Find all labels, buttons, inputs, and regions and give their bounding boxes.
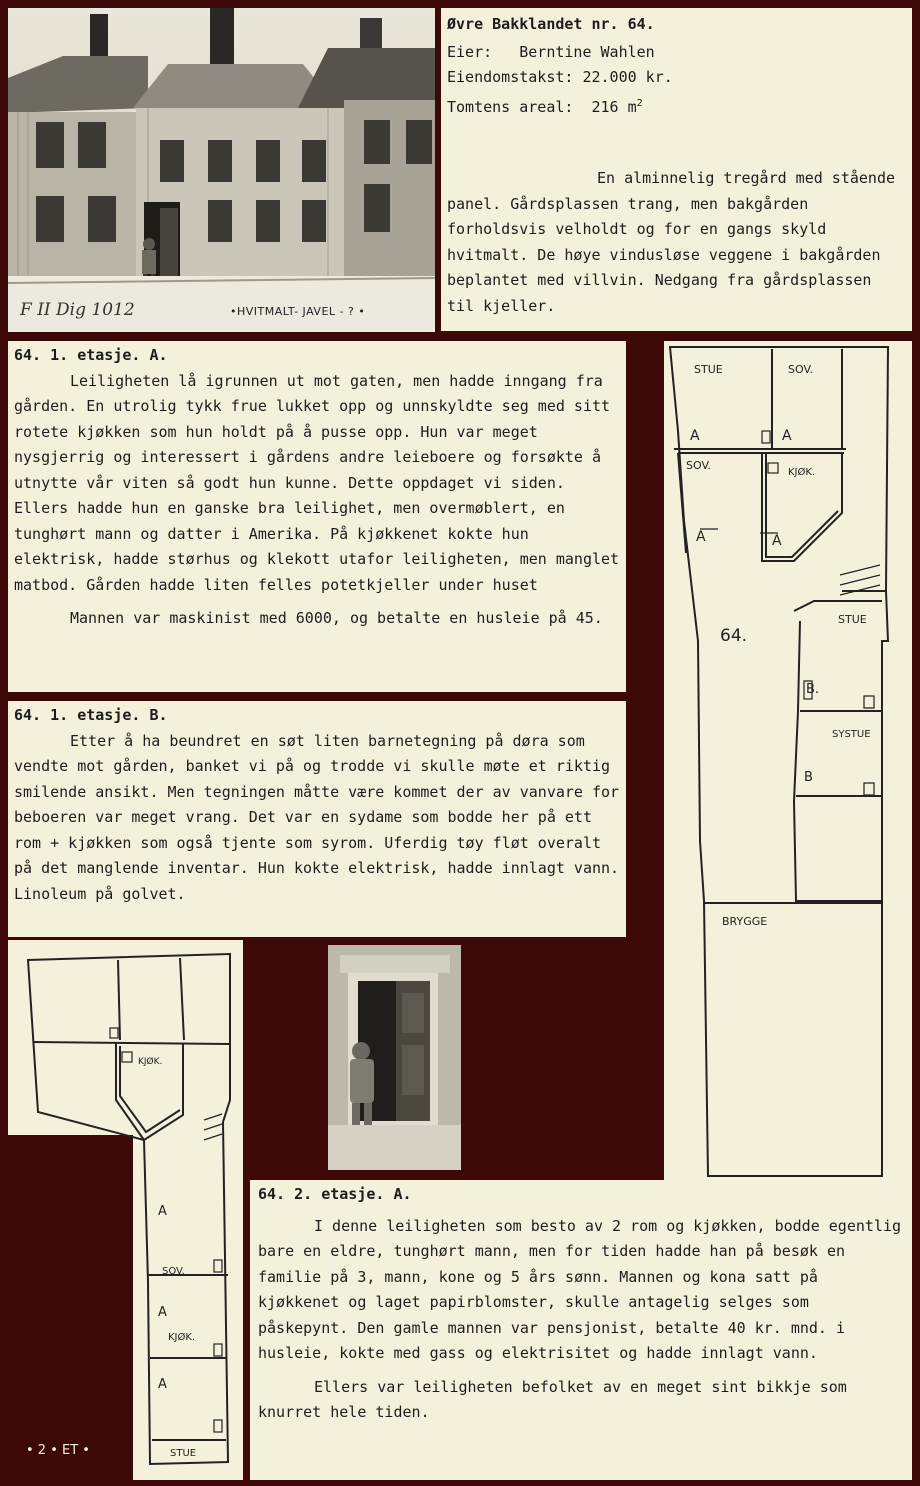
valuation-value: 22.000 kr. [582, 68, 673, 86]
area-value: 216 m [591, 97, 637, 116]
note-2a-body-2: Ellers var leiligheten befolket av en meget sint bikkje som knurret hele tiden. [258, 1377, 847, 1421]
valuation-line [447, 65, 906, 91]
area-unit-superscript: 2 [636, 97, 643, 109]
plan1-label-brygge: BRYGGE [722, 915, 768, 928]
note-1st-floor-b [8, 701, 626, 937]
note-1st-floor-a [8, 341, 626, 692]
archive-caption: F II Dig 1012 [20, 300, 135, 320]
plan1-label-b-2: B [804, 770, 813, 785]
photo-caption: •HVITMALT- JAVEL - ? • [230, 305, 366, 318]
doorway-photo-drawing [328, 945, 461, 1170]
plan1-label-a-4: A [772, 533, 782, 549]
property-header-card [441, 8, 912, 331]
plan1-label-systue: SYSTUE [832, 729, 871, 740]
note-2a-body: I denne leiligheten som besto av 2 rom og kjøkken, bodde egentlig bare en eldre, tunghørt mann, men for tiden hadde han på besøk en familie på 3, mann, kone og 5 års sønn. Mannen og kona satt på kjøkkenet og laget papirblomster, skulle antagelig selges som påskepynt. Den gamle mannen var pensjonist, betalte 40 kr. mnd. i husleie, kokte med gass og elektrisitet og hadde innlagt vann. [258, 1216, 901, 1362]
street-photo [8, 8, 435, 332]
floor-plan-ground [664, 341, 912, 1180]
floor-plan-ground-drawing [664, 341, 912, 1180]
note-1a-body: Leiligheten lå igrunnen ut mot gaten, men hadde inngang fra gården. En utrolig tykk frue lukket opp og unnskyldte seg med sitt rotete kjøkken som hun holdt på å pusse opp. Hun var meget nysgjerrig og interessert i gårdens andre leieboere og forsøkte å utnytte vår viten så godt hun kunne. Dette oppdaget vi siden. Ellers hadde hun en ganske bra leilighet, men overmøblert, en tunghørt mann og datter i Amerika. På kjøkkenet kokte hun elektrisk, hadde størhus og klekott utafor leiligheten, men manglet matbod. Gården hadde liten felles potetkjeller under huset [14, 371, 620, 594]
plan1-label-sov-top: SOV. [788, 363, 814, 376]
plan2-label-kjokk-top: KJØK. [138, 1057, 163, 1067]
plan2-floor-caption: • 2 • ET • [26, 1443, 90, 1458]
plan1-label-stue-b: STUE [838, 613, 867, 626]
note-2nd-floor-a [250, 1180, 912, 1480]
plan2-label-a-3: A [158, 1377, 167, 1392]
owner-label: Eier: [447, 42, 493, 61]
note-1b-heading: 64. 1. etasje. B. [14, 706, 168, 724]
valuation-label: Eiendomstakst: [447, 68, 574, 86]
floor-plan-second-drawing [8, 940, 243, 1480]
note-1a-heading: 64. 1. etasje. A. [14, 346, 168, 364]
plan2-label-kjokk: KJØK. [168, 1332, 196, 1343]
owner-line [447, 40, 906, 66]
floor-plan-second [8, 940, 243, 1480]
property-description: En alminnelig tregård med stående panel. Gårdsplassen trang, men bakgården forholdsvis velholdt og for en gangs skyld hvitmalt. De høye vindusløse veggene i bakgården beplantet med villvin. Nedgang fra gårdsplassen til kjeller. [447, 169, 896, 315]
plan1-label-a-2: A [782, 428, 792, 444]
plan1-label-a-1: A [690, 428, 700, 444]
area-label: Tomtens areal: [447, 97, 574, 116]
plan1-label-a-3: A [696, 529, 706, 545]
plan1-label-kjokk: KJØK. [788, 467, 816, 478]
plan2-label-sov: SOV. [162, 1266, 185, 1277]
owner-value: Berntine Wahlen [519, 42, 655, 61]
plan1-label-stue: STUE [694, 363, 723, 376]
note-2a-heading: 64. 2. etasje. A. [258, 1185, 412, 1203]
note-1a-body-2: Mannen var maskinist med 6000, og betalte en husleie på 45. [70, 609, 603, 627]
street-photo-drawing [8, 8, 435, 332]
doorway-photo [328, 945, 461, 1170]
plan1-label-sov: SOV. [686, 459, 712, 472]
plan2-label-stue: STUE [170, 1448, 197, 1459]
property-title: Øvre Bakklandet nr. 64. [447, 15, 655, 33]
plan2-label-a-2: A [158, 1305, 167, 1320]
plan1-label-b-1: B. [806, 682, 820, 697]
area-line [447, 91, 906, 121]
plan2-label-a-1: A [158, 1204, 167, 1219]
plan1-label-number: 64. [720, 626, 748, 646]
note-1b-body: Etter å ha beundret en søt liten barnetegning på døra som vendte mot gården, banket vi på og trodde vi skulle møte et riktig smilende ansikt. Men tegningen måtte være kommet der av vanvare for beboeren var meget vrang. Det var en sydame som bodde her på ett rom + kjøkken som også tjente som syrom. Uferdig tøy fløt overalt på det manglende inventar. Hun kokte elektrisk, hadde innlagt vann. Linoleum på golvet. [14, 731, 620, 903]
